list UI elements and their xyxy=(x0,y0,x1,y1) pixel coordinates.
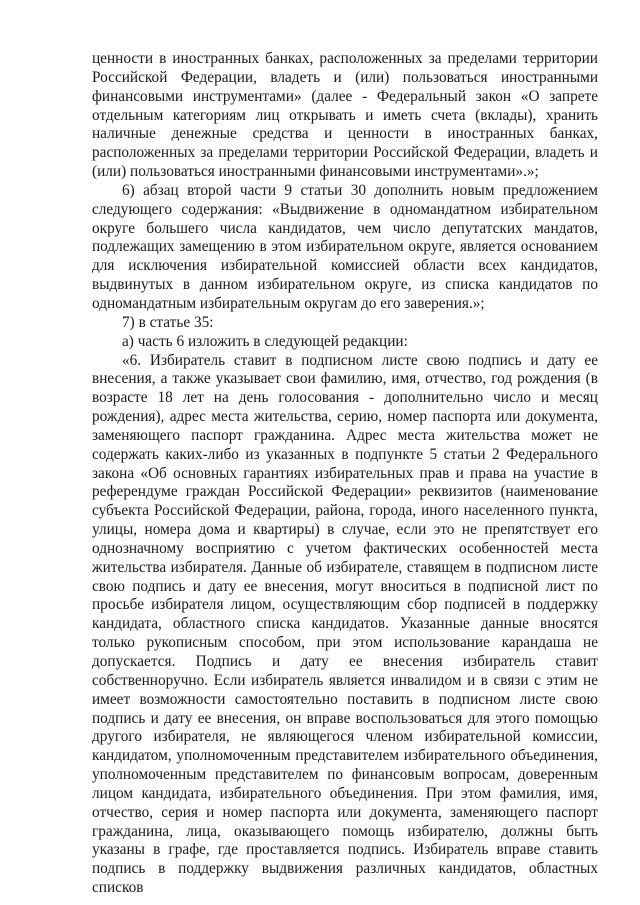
paragraph-subitem-a: а) часть 6 изложить в следующей редакции: xyxy=(122,332,408,350)
document-page xyxy=(92,50,598,898)
paragraph-item-7: 7) в статье 35: xyxy=(122,313,214,331)
paragraph-part-6-text: «6. Избиратель ставит в подписном листе свою подпись и дату ее внесения, а также указывает свои фамилию, имя, отчество, год рождения (в возрасте 18 лет на день голосования - дополнительно число и месяц рождения), адрес места жительства, серию, номер паспорта или документа, заменяющего паспорт гражданина. Адрес места жительства может не содержать каких-либо из указанных в подпункте 5 статьи 2 Федерального закона «Об основных гарантиях избирательных прав и права на участие в референдуме граждан Российской Федерации» реквизитов (наименование субъекта Российской Федерации, района, города, иного населенного пункта, улицы, номера дома и квартиры) в случае, если это не препятствует его однозначному восприятию с учетом фактических особенностей места жительства избирателя. Данные об избирателе, ставящем в подписном листе свою подпись и дату ее внесения, могут вноситься в подписной лист по просьбе избирателя лицом, осуществляющим сбор подписей в поддержку кандидата, областного списка кандидатов. Указанные данные вносятся только рукописным способом, при этом использование карандаша не допускается. Подпись и дату ее внесения избиратель ставит собственноручно. Если избиратель является инвалидом и в связи с этим не имеет возможности самостоятельно поставить в подписном листе свою подпись и дату ее внесения, он вправе воспользоваться для этого помощью другого избирателя, не являющегося членом избирательной комиссии, кандидатом, уполномоченным представителем избирательного объединения, уполномоченным представителем по финансовым вопросам, доверенным лицом кандидата, избирательного объединения. При этом фамилия, имя, отчество, серия и номер паспорта или документа, заменяющего паспорт гражданина, лица, оказывающего помощь избирателю, должны быть указаны в графе, где проставляется подпись. Избиратель вправе ставить подпись в поддержку выдвижения различных кандидатов, областных списков xyxy=(92,351,598,897)
paragraph-foreign-banks-law: ценности в иностранных банках, расположенных за пределами территории Российской Федерации, владеть и (или) пользоваться иностранными финансовыми инструментами» (далее - Федеральный закон «О запрете отдельным категориям лиц открывать и иметь счета (вклады), хранить наличные денежные средства и ценности в иностранных банках, расположенных за пределами территории Российской Федерации, владеть и (или) пользоваться иностранными финансовыми инструментами».»; xyxy=(92,50,598,181)
paragraph-item-6: 6) абзац второй части 9 статьи 30 дополнить новым предложением следующего содержания: «Выдвижение в одномандатном избирательном округе большего числа кандидатов, чем число депутатских мандатов, подлежащих замещению в этом избирательном округе, является основанием для исключения избирательной комиссией области всех кандидатов, выдвинутых в данном избирательном округе, из списка кандидатов по одномандатным избирательным округам до его заверения.»; xyxy=(92,181,598,312)
